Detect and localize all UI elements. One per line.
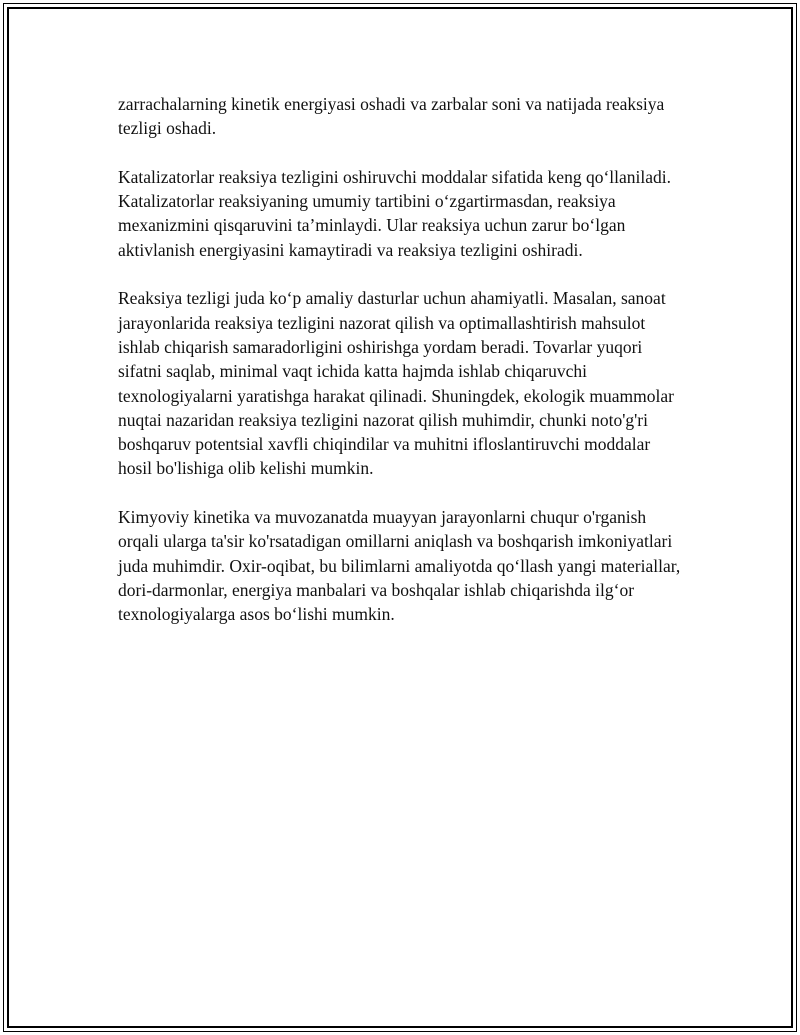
paragraph-3: Reaksiya tezligi juda ko‘p amaliy dasturlar uchun ahamiyatli. Masalan, sanoat jarayonlarida reaksiya tezligini nazorat qilish va optimallashtirish mahsulot ishlab chiqarish samaradorligini oshirishga yordam beradi. Tovarlar yuqori sifatni saqlab, minimal vaqt ichida katta hajmda ishlab chiqaruvchi texnologiyalarni yaratishga harakat qilinadi. Shuningdek, ekologik muammolar nuqtai nazaridan reaksiya tezligini nazorat qilish muhimdir, chunki noto'g'ri boshqaruv potentsial xavfli chiqindilar va muhitni ifloslantiruvchi moddalar hosil bo'lishiga olib kelishi mumkin. — [118, 288, 674, 479]
paragraph-2: Katalizatorlar reaksiya tezligini oshiruvchi moddalar sifatida keng qo‘llaniladi. Katalizatorlar reaksiyaning umumiy tartibini o‘zgartirmasdan, reaksiya mexanizmini qisqaruvini ta’minlaydi. Ular reaksiya uchun zarur bo‘lgan aktivlanish energiyasini kamaytiradi va reaksiya tezligini oshiradi. — [118, 166, 672, 260]
paragraph-1: zarrachalarning kinetik energiyasi oshadi va zarbalar soni va natijada reaksiya tezligi oshadi. — [118, 94, 665, 139]
document-body — [118, 92, 688, 651]
paragraph-4: Kimyoviy kinetika va muvozanatda muayyan jarayonlarni chuqur o'rganish orqali ularga ta'sir ko'rsatadigan omillarni aniqlash va boshqarish imkoniyatlari juda muhimdir. Oxir-oqibat, bu bilimlarni amaliyotda qo‘llash yangi materiallar, dori-darmonlar, energiya manbalari va boshqalar ishlab chiqarishda ilg‘or texnologiyalarga asos bo‘lishi mumkin. — [118, 507, 681, 625]
